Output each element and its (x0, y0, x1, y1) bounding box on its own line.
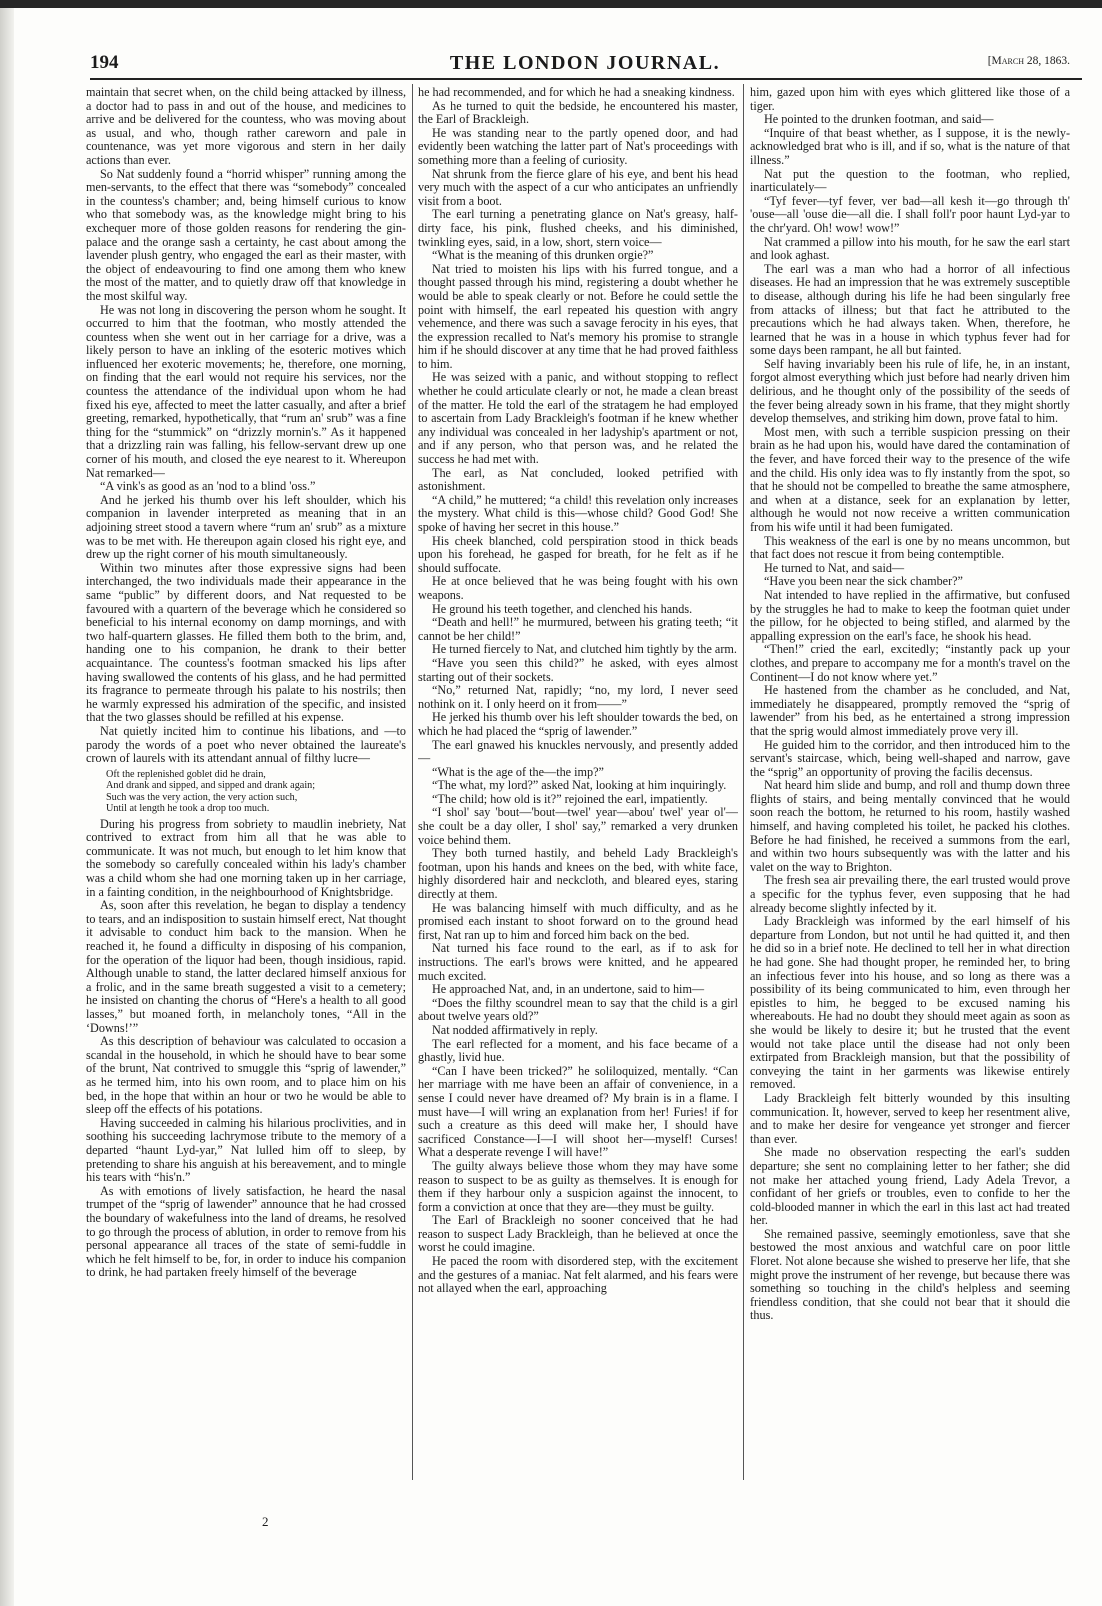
paragraph: The Earl of Brackleigh no sooner conceived that he had reason to suspect Lady Brackleigh, than he believed at once the worst he could imagine. (418, 1213, 738, 1255)
page-number: 194 (90, 52, 119, 73)
paragraph: “What is the age of the—the imp?” (432, 764, 604, 779)
verse-line: And drank and sipped, and sipped and drank again; (106, 780, 316, 792)
paragraph: Most men, with such a terrible suspicion pressing on their brain as he had upon his, would have dared the contamination of the fever, and have forced their way to the presence of the wife and the child. His only idea was to fly instantly from the spot, so that he should not be compelled to breathe the same atmosphere, and when at a distance, seek for an explanation by letter, although he would not now receive a written communication from his wife until it had been fumigated. (750, 424, 1070, 534)
paragraph: He at once believed that he was being fought with his own weapons. (418, 574, 738, 602)
paragraph: He turned fiercely to Nat, and clutched him tightly by the arm. (432, 642, 737, 657)
paragraph: They both turned hastily, and beheld Lady Brackleigh's footman, upon his hands and knees on the bed, with white face, highly disordered hair and neckcloth, and bleared eyes, staring directly at them. (418, 846, 738, 902)
verse-line: Oft the replenished goblet did he drain, (106, 768, 266, 780)
paragraph: She remained passive, seemingly emotionless, save that she bestowed the most anxious and watchful care on poor little Floret. Not alone because she wished to preserve her life, that she might prove the instrument of her revenge, but because there was something so touching in the child's helpless and seeming friendless condition, that she could not bear that it should die thus. (750, 1226, 1070, 1323)
paragraph: He ground his teeth together, and clenched his hands. (432, 601, 693, 616)
paragraph: He jerked his thumb over his left shoulder towards the bed, on which he had placed the “sprig of lawender.” (418, 710, 738, 738)
header-rule (90, 78, 1082, 80)
paragraph: “Does the filthy scoundrel mean to say that the child is a girl about twelve years old?” (418, 995, 738, 1024)
paragraph: The earl reflected for a moment, and his face became of a ghastly, livid hue. (418, 1036, 738, 1065)
column-divider (743, 84, 744, 1480)
paragraph: As this description of behaviour was calculated to occasion a scandal in the household, in which he should have to bear some of the brunt, Nat contrived to smuggle this “sprig of lawender,” as he termed him, into his own room, and to place him on his bed, in the hope that within an hour or two he would be able to sleep off the effects of his potations. (86, 1034, 406, 1117)
paragraph: “Tyf fever—tyf fever, ver bad—all kesh it—go through th' 'ouse—all 'ouse die—all die. I shall foll'r poor haunt Lyd-yar to the chr'yard. Oh! wow! wow!” (750, 193, 1070, 235)
column-divider (412, 84, 413, 1480)
paragraph: Nat crammed a pillow into his mouth, for he saw the earl start and look aghast. (750, 234, 1070, 263)
paragraph: As he turned to quit the bedside, he encountered his master, the Earl of Brackleigh. (418, 98, 738, 127)
paragraph: He turned to Nat, and said— (764, 560, 905, 575)
paragraph: The earl was a man who had a horror of all infectious diseases. He had an impression that he was extremely susceptible to disease, although during his life he had been singularly free from attacks of illness; but that fact he attributed to the precautions which he had always taken. When, therefore, he learned that he was in a house in which typhus fever had for some days been rampant, he all but fainted. (750, 261, 1070, 358)
paragraph: “The what, my lord?” asked Nat, looking at him inquiringly. (432, 778, 727, 793)
paragraph: Self having invariably been his rule of life, he, in an instant, forgot almost everything which just before had nearly driven him delirious, and he thought only of the possibility of the seeds of the fever being already sown in his frame, that they might shortly develop themselves, and striking him down, prove fatal to him. (750, 356, 1070, 426)
paragraph: He was seized with a panic, and without stopping to reflect whether he could articulate clearly or not, he made a clean breast of the matter. He told the earl of the stratagem he had employed to ascertain from Lady Brackleigh's footman if he knew whether any individual was concealed in her ladyship's apartment or not, and if any person, who that person was, and he related the success he had met with. (418, 370, 738, 467)
paragraph: “Then!” cried the earl, excitedly; “instantly pack up your clothes, and prepare to accompany me for a month's travel on the Continent—I do not know where yet.” (750, 642, 1070, 684)
paragraph: The guilty always believe those whom they may have some reason to suspect to be as guilty as themselves. It is enough for them if they harbour only a suspicion against the innocent, to form a conviction at once that they are—they must be guilty. (418, 1158, 738, 1214)
paragraph: He was not long in discovering the person whom he sought. It occurred to him that the footman, who mostly attended the countess when she went out in her carriage for a drive, was a likely person to have an inkling of the esoteric motives which influenced her exoteric movements; he, therefore, one morning, on finding that the earl would not require his services, nor the countess the attendance of the individual upon whom he had fixed his eye, affected to meet the latter casually, and after a brief greeting, remarked, hypothetically, that “rum an' srub” was a fine thing for the “stummick” on “drizzly mornin's.” As it happened that a drizzling rain was falling, his fellow-servant drew up one corner of his mouth, and closed the eye nearest to it. Whereupon Nat remarked— (86, 302, 406, 480)
paragraph: As, soon after this revelation, he began to display a tendency to tears, and an indisposition to sustain himself erect, Nat thought it advisable to conduct him back to the mansion. When he reached it, he found a difficulty in disposing of his companion, for the operation of the liquor had been, though insidious, rapid. Although unable to stand, the latter declared himself anxious for a frolic, and in the same breath suggested a visit to a cemetery; he insisted on chanting the chorus of “Here's a health to all good lasses,” but moaned forth, in melancholy tones, “All in the ‘Downs!’” (86, 898, 406, 1035)
paragraph: “What is the meaning of this drunken orgie?” (432, 248, 654, 263)
verse-quote (106, 769, 406, 815)
paragraph: He pointed to the drunken footman, and said— (764, 112, 994, 127)
paragraph: He was balancing himself with much difficulty, and as he promised each instant to shoot forward on to the ground head first, Nat ran up to him and forced him back on the bed. (418, 900, 738, 942)
journal-title: THE LONDON JOURNAL. (449, 52, 721, 74)
paragraph: “No,” returned Nat, rapidly; “no, my lord, I never seed nothink on it. I only heerd on it from——” (418, 683, 738, 711)
top-border (0, 0, 1102, 8)
paragraph: Lady Brackleigh felt bitterly wounded by this insulting communication. It, however, served to keep her resentment alive, and to make her desire for vengeance yet stronger and fiercer than ever. (750, 1090, 1070, 1146)
paragraph: he had recommended, and for which he had a sneaking kindness. (418, 86, 735, 99)
paragraph: Nat quietly incited him to continue his libations, and —to parody the words of a poet who never obtained the laureate's crown of laurels with its attendant annual of filthy lucre— (86, 723, 406, 766)
verse-line: Such was the very action, the very action such, (106, 791, 298, 803)
text-column-1 (86, 86, 406, 1478)
paragraph: His cheek blanched, cold perspiration stood in thick beads upon his forehead, he gasped for breath, for he felt as if he should suffocate. (418, 533, 738, 575)
verse-line: Until at length he took a drop too much. (106, 803, 270, 815)
paragraph: Having succeeded in calming his hilarious proclivities, and in soothing his succeeding lachrymose tribute to the memory of a departed “haunt Lyd-yar,” Nat lulled him off to sleep, by pretending to share his anguish at his bereavement, and to mingle his tears with “his'n.” (86, 1115, 406, 1185)
paragraph: During his progress from sobriety to maudlin inebriety, Nat contrived to extract from him all that he was able to communicate. It was not much, but enough to let him know that the somebody so carefully concealed within his lady's chamber was a child whom she had one morning taken up in her carriage, in a fainting condition, in the neighbourhood of Knightsbridge. (86, 816, 406, 899)
paragraph: him, gazed upon him with eyes which glittered like those of a tiger. (750, 86, 1070, 113)
paragraph: The earl turning a penetrating glance on Nat's greasy, half-dirty face, his pink, flushed cheeks, and his diminished, twinkling eyes, said, in a low, short, stern voice— (418, 207, 738, 249)
issue-date: [March 28, 1863. (987, 55, 1070, 67)
paragraph: “Inquire of that beast whether, as I suppose, it is the newly-acknowledged brat who is ill, and if so, what is the nature of that illness.” (750, 125, 1070, 167)
paragraph: Nat shrunk from the fierce glare of his eye, and bent his head very much with the aspect of a cur who anticipates an unfriendly visit from a boot. (418, 166, 738, 208)
paragraph: As with emotions of lively satisfaction, he heard the nasal trumpet of the “sprig of lawender” announce that he had crossed the boundary of wakefulness into the land of dreams, he resolved to go through the process of ablution, in order to remove from his personal appearance all traces of the state of semi-fuddle in which he felt himself to be, for, in order to induce his companion to drink, he had partaken freely himself of the beverage (86, 1183, 406, 1280)
paragraph: The earl gnawed his knuckles nervously, and presently added— (418, 737, 738, 766)
paragraph: Nat nodded affirmatively in reply. (432, 1022, 598, 1037)
page-edge (0, 0, 14, 1606)
paragraph: Nat put the question to the footman, who replied, inarticulately— (750, 166, 1070, 195)
paragraph: The earl, as Nat concluded, looked petrified with astonishment. (418, 465, 738, 494)
paragraph: Lady Brackleigh was informed by the earl himself of his departure from London, but not until he had quitted it, and then he did so in a brief note. He declined to tell her in what direction he had gone. She had thought proper, he reminded her, to bring an infectious fever into his house, and so long as there was a possibility of its being communicated to him, even through her epistles to him, he begged to be excused naming his whereabouts. He had no doubt they should meet again as soon as she would be likely to desire it; but he trusted that the event would not take place until the disease had not only been extirpated from Brackleigh mansion, but that the possibility of conveying the taint in her garments was likewise entirely removed. (750, 914, 1070, 1092)
text-column-2 (418, 86, 738, 1478)
paragraph: He approached Nat, and, in an undertone, said to him— (432, 982, 705, 997)
paragraph: So Nat suddenly found a “horrid whisper” running among the men-servants, to the effect that there was “somebody” concealed in the countess's chamber; and, being himself curious to know who that somebody was, as the knowledge might bring to his exchequer more of those golden reasons for rendering the gin-palace and the orange sash a certainty, he cast about among the lavender plush gentry, who engaged the earl as their master, with the object of endeavouring to find one among them who knew the most of the matter, and to quietly draw off that knowledge in the most skilful way. (86, 166, 406, 303)
text-column-3 (750, 86, 1070, 1478)
paragraph: “A vink's as good as an 'nod to a blind 'oss.” (100, 479, 316, 494)
paragraph: He paced the room with disordered step, with the excitement and the gestures of a maniac. Nat felt alarmed, and his fears were not allayed when the earl, approaching (418, 1254, 738, 1296)
paragraph: “Death and hell!” he murmured, between his grating teeth; “it cannot be her child!” (418, 615, 738, 643)
paragraph: And he jerked his thumb over his left shoulder, which his companion in lavender interpreted as meaning that in an adjoining street stood a tavern where “rum an' srub” as a mixture was to be met with. He thereupon again closed his right eye, and drew up the right corner of his mouth simultaneously. (86, 492, 406, 562)
paragraph: maintain that secret when, on the child being attacked by illness, a doctor had to pass in and out of the house, and medicines to arrive and be delivered for the countess, who was moving about as usual, and who, though rather careworn and pale in countenance, was yet more vigorous and stern in her daily actions than ever. (86, 86, 406, 167)
paragraph: “A child,” he muttered; “a child! this revelation only increases the mystery. What child is this—whose child? Good God! She spoke of having her secret in this house.” (418, 492, 738, 534)
paragraph: Nat tried to moisten his lips with his furred tongue, and a thought passed through his mind, registering a doubt whether he would be able to speak clearly or not. Before he could settle the point with himself, the earl repeated his question with angry vehemence, and there was such a savage ferocity in his eyes, that the expression recalled to Nat's memory his promise to strangle him if he should discover at any time that he had proved faithless to him. (418, 261, 738, 371)
paragraph: Nat intended to have replied in the affirmative, but confused by the struggles he had to make to keep the footman quiet under the pillow, for he objected to being stifled, and alarmed by the appalling expression on the earl's face, he shook his head. (750, 587, 1070, 643)
paragraph: He guided him to the corridor, and then introduced him to the servant's staircase, which, being well-shaped and narrow, gave the “sprig” an opportunity of proving the facilis decensus. (750, 737, 1070, 779)
paragraph: “The child; how old is it?” rejoined the earl, impatiently. (432, 791, 708, 806)
paragraph: She made no observation respecting the earl's sudden departure; she sent no complaining letter to her father; she did not make her attached young friend, Lady Adela Trevor, a confidant of her griefs or troubles, even to confide to her the cold-blooded manner in which the earl in this last act had treated her. (750, 1145, 1070, 1228)
paragraph: He was standing near to the partly opened door, and had evidently been watching the latter part of Nat's proceedings with something more than a feeling of curiosity. (418, 125, 738, 167)
paragraph: “I shol' say 'bout—'bout—twel' year—abou' twel' year ol'—she coult be a day oller, I shol' say,” remarked a very drunken voice behind them. (418, 805, 738, 847)
paragraph: The fresh sea air prevailing there, the earl trusted would prove a specific for the typhus fever, even supposing that he had already become slightly infected by it. (750, 873, 1070, 915)
paragraph: “Can I have been tricked?” he soliloquized, mentally. “Can her marriage with me have been an affair of convenience, in a sense I could never have dreamed of? My brain is in a flame. I must have—I will wring an explanation from her! Furies! if for such a creature as this deed will make her, I should have sacrificed Constance—I—I will shoot her—myself! Curses! What a desperate revenge I will have!” (418, 1063, 738, 1160)
page-header (90, 52, 1080, 80)
paragraph: “Have you been near the sick chamber?” (764, 574, 963, 589)
paragraph: “Have you seen this child?” he asked, with eyes almost starting out of their sockets. (418, 655, 738, 684)
paragraph: Nat turned his face round to the earl, as if to ask for instructions. The earl's brows were knitted, and he appeared much excited. (418, 941, 738, 983)
paragraph: This weakness of the earl is one by no means uncommon, but that fact does not rescue it from being contemptible. (750, 533, 1070, 562)
paragraph: Within two minutes after those expressive signs had been interchanged, the two individuals made their appearance in the same “public” by different doors, and Nat requested to be favoured with a quartern of the beverage which he considered so beneficial to his internal economy on damp mornings, and with two half-quartern glasses. He filled them both to the brim, and, handing one to his companion, he drank to their better acquaintance. The countess's footman smacked his lips after having swallowed the contents of his glass, and he had permitted its fragrance to permeate through his palate to his nostrils; then he warmly expressed his admiration of the specific, and insisted that the two glasses should be refilled at his expense. (86, 560, 406, 725)
paragraph: Nat heard him slide and bump, and roll and thump down three flights of stairs, and being mentally convinced that he would soon reach the bottom, he returned to his room, hastily washed himself, and having completed his toilet, he packed his clothes. Before he had finished, he received a summons from the earl, and within two hours subsequently was with the latter and his valet on the way to Brighton. (750, 778, 1070, 874)
paragraph: He hastened from the chamber as he concluded, and Nat, immediately he disappeared, promptly removed the “sprig of lawender” from his bed, as he entertained a strong impression that the sprig would almost immediately prove very ill. (750, 683, 1070, 738)
printer-signature: 2 (262, 1514, 269, 1529)
